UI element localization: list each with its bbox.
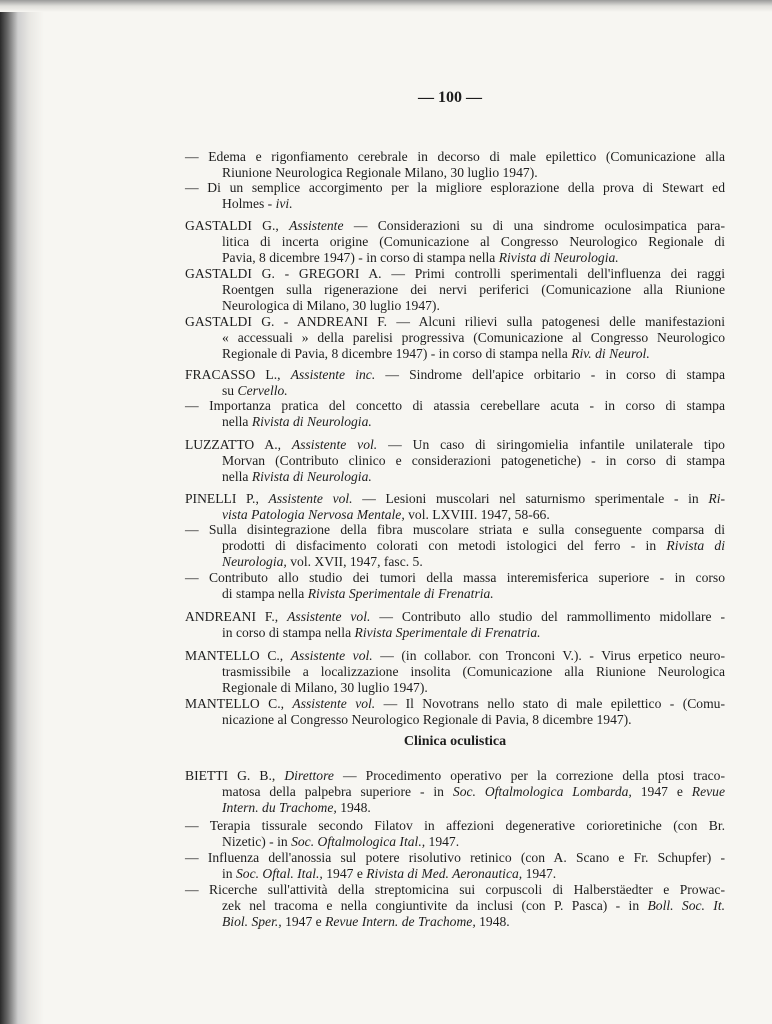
entry-text: — (in collabor. con Tronconi V.). - Virus erpetico neuro- [372,648,725,663]
entry-line [222,866,725,882]
italic-citation-text: ivi. [275,196,293,211]
entry-line [222,800,725,816]
italic-citation-text: Assistente vol. [292,696,376,711]
entry-text: — Influenza dell'anossia sul potere risolutivo retinico (con A. Scano e Fr. Schupfer) - [185,850,725,865]
entry-line [222,165,725,181]
entry-text: 1948. [336,800,371,815]
entry-line [222,383,725,399]
entry-text: PINELLI P., [185,491,269,506]
entry-line [222,250,725,266]
entry-line [185,882,725,898]
entry-text: FRACASSO L., [185,367,291,382]
entry-text: — Di un semplice accorgimento per la migliore esplorazione della prova di Stewart ed [185,180,725,195]
italic-citation-text: Assistente inc. [290,367,376,382]
italic-citation-text: Rivista di Med. Aeronautica, [366,866,523,881]
entry-line [222,538,725,554]
entry-text: vol. XVII, 1947, fasc. 5. [286,554,423,569]
italic-citation-text: Rivista Sperimentale di Frenatria. [307,586,494,601]
italic-citation-text: Soc. Oftal. Ital., [235,866,323,881]
entry-line [185,218,725,234]
entry-text: — Importanza pratica del concetto di atassia cerebellare acuta - in corso di stampa [185,398,725,413]
entry-text: — Lesioni muscolari nel saturnismo sperimentale - in [352,491,709,506]
entry-text: 1947 e [322,866,367,881]
entry-line [222,712,725,728]
entry-line [222,784,725,800]
entry-text: MANTELLO C., [185,696,293,711]
italic-citation-text: Soc. Oftalmologica Lombarda, [452,784,632,799]
italic-citation-text: Assistente vol. [268,491,353,506]
italic-citation-text: Assistente vol. [290,648,373,663]
entry-line [222,346,725,362]
entry-text: prodotti di disfacimento colorati con metodi istologici del ferro - in [222,538,667,553]
italic-citation-text: Ri- [708,491,725,506]
entry-text: 1948. [475,914,510,929]
entry-text: 1947 e [631,784,692,799]
entry-line [185,609,725,625]
entry-text: — Un caso di siringomielia infantile unilaterale tipo [377,437,725,452]
entry-text: — Contributo allo studio del rammollimento midollare - [370,609,725,624]
italic-citation-text: Cervello. [237,383,288,398]
entry-text: di stampa nella [222,586,308,601]
entry-text: — Contributo allo studio dei tumori della massa interemisferica superiore - in corso [185,570,725,585]
section-heading: Clinica oculistica [403,734,507,749]
italic-citation-text: vista Patologia Nervosa Mentale, [222,507,405,522]
entry-text: — Considerazioni su di una sindrome oculosimpatica para- [343,218,725,233]
entry-text: su [222,383,238,398]
italic-citation-text: Assistente vol. [291,437,378,452]
entry-text: Holmes - [222,196,276,211]
entry-line [185,398,725,414]
entry-line [185,570,725,586]
entry-text: litica di incerta origine (Comunicazione al Congresso Neurologico Regionale di [222,234,725,249]
entry-line [185,696,725,712]
entry-text: Pavia, 8 dicembre 1947) - in corso di stampa nella [222,250,499,265]
entry-text: vol. LXVIII. 1947, 58-66. [404,507,550,522]
entry-line [222,330,725,346]
entry-text: — Sindrome dell'apice orbitario - in corso di stampa [375,367,725,382]
entry-text: Riunione Neurologica Regionale Milano, 30 luglio 1947). [222,165,538,180]
entry-text: — Ricerche sull'attività della streptomicina sui corpuscoli di Halberstäedter e Prowac- [185,882,725,897]
entry-text: trasmissibile a localizzazione insolita (Comunicazione alla Riunione Neurologica [222,664,725,679]
italic-citation-text: Soc. Oftalmologica Ital., [291,834,426,849]
entry-line [222,453,725,469]
entry-text: Roentgen sulla rigenerazione dei nervi periferici (Comunicazione alla Riunione [222,282,725,297]
entry-text: — Terapia tissurale secondo Filatov in affezioni degenerative corioretiniche (con Br. [185,818,725,833]
entry-text: GASTALDI G. - GREGORI A. — Primi controlli sperimentali dell'influenza dei raggi [185,266,725,281]
italic-citation-text: Assistente vol. [287,609,371,624]
entry-line [222,664,725,680]
entry-text: Morvan (Contributo clinico e considerazioni patogenetiche) - in corso di stampa [222,453,725,468]
entry-line [185,437,725,453]
scan-top-edge [0,0,772,12]
entry-line [222,554,725,570]
italic-citation-text: Intern. du Trachome, [222,800,337,815]
entry-text: ANDREANI F., [185,609,288,624]
entry-text: Neurologica di Milano, 30 luglio 1947). [222,298,440,313]
entry-text: — Il Novotrans nello stato di male epilettico - (Comu- [375,696,725,711]
italic-citation-text: Rivista di Neurologia. [251,469,372,484]
entry-text: — Procedimento operativo per la correzione della ptosi traco- [333,768,725,783]
italic-citation-text: Rivista di Neurologia. [251,414,372,429]
entry-line [222,507,725,523]
italic-citation-text: Rivista di [666,538,725,553]
entry-line [222,196,725,212]
entry-line [185,522,725,538]
entry-text: matosa della palpebra superiore - in [222,784,453,799]
entry-text: GASTALDI G., [185,218,290,233]
entry-line [185,266,725,282]
entry-line [222,914,725,930]
entry-text: Regionale di Milano, 30 luglio 1947). [222,680,428,695]
entry-text: LUZZATTO A., [185,437,292,452]
entry-line [222,469,725,485]
entry-line [185,818,725,834]
entry-text: 1947. [522,866,557,881]
entry-line [222,625,725,641]
italic-citation-text: Revue Intern. de Trachome, [325,914,476,929]
italic-citation-text: Rivista di Neurologia. [498,250,619,265]
italic-citation-text: Boll. Soc. It. [647,898,726,913]
entry-text: 1947. [425,834,460,849]
entry-line [222,234,725,250]
entry-line [185,850,725,866]
italic-citation-text: Biol. Sper., [222,914,282,929]
italic-citation-text: Riv. di Neurol. [571,346,650,361]
entry-text: nicazione al Congresso Neurologico Regionale di Pavia, 8 dicembre 1947). [222,712,632,727]
entry-line [185,648,725,664]
entry-line [185,367,725,383]
entry-line [185,314,725,330]
italic-citation-text: Assistente [289,218,344,233]
entry-line [185,149,725,165]
entry-line [185,491,725,507]
entry-text: 1947 e [281,914,326,929]
entry-line [185,768,725,784]
scan-binding-edge [0,0,44,1024]
italic-citation-text: Revue [691,784,725,799]
entry-text: MANTELLO C., [185,648,291,663]
entry-text: in [222,866,236,881]
entry-text: zek nel tracoma e nella congiuntivite da inclusi (con P. Pasca) - in [222,898,648,913]
entry-text: — Sulla disintegrazione della fibra muscolare striata e sulla conseguente comparsa di [185,522,725,537]
italic-citation-text: Neurologia, [222,554,287,569]
entry-line [222,680,725,696]
entry-line [222,414,725,430]
italic-citation-text: Direttore [284,768,334,783]
entry-line [222,898,725,914]
entry-text: — Edema e rigonfiamento cerebrale in decorso di male epilettico (Comunicazione alla [185,149,725,164]
entry-line [222,834,725,850]
entry-text: BIETTI G. B., [185,768,285,783]
entry-text: « accessuali » della parelisi progressiva (Comunicazione al Congresso Neurologico [222,330,725,345]
italic-citation-text: Rivista Sperimentale di Frenatria. [354,625,541,640]
entry-text: GASTALDI G. - ANDREANI F. — Alcuni rilievi sulla patogenesi delle manifestazioni [185,314,725,329]
entry-line [222,282,725,298]
entry-text: nella [222,414,252,429]
entry-text: Nizetic) - in [222,834,292,849]
entry-line [222,586,725,602]
entry-text: in corso di stampa nella [222,625,355,640]
entry-line [222,298,725,314]
entry-text: Regionale di Pavia, 8 dicembre 1947) - in corso di stampa nella [222,346,572,361]
entry-line [185,180,725,196]
entry-text: nella [222,469,252,484]
page-number: — 100 — [418,89,482,106]
